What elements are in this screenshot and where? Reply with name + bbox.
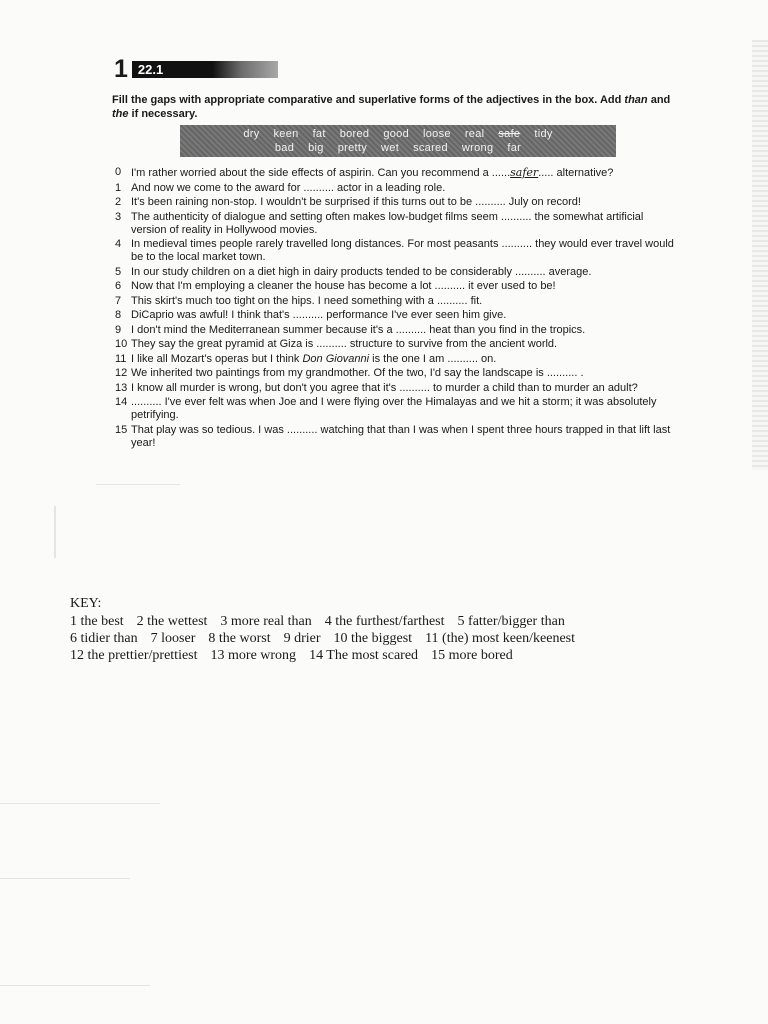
scan-edge-artifact bbox=[752, 40, 768, 470]
answer-key-row bbox=[70, 647, 690, 664]
item-number: 5 bbox=[115, 265, 122, 278]
word-box-row bbox=[243, 127, 552, 141]
word-box-word: scared bbox=[413, 142, 448, 154]
item-number: 12 bbox=[115, 367, 128, 379]
item-text: Now that I'm employing a cleaner the house has become a lot .......... it ever used to be! bbox=[131, 280, 556, 292]
exercise-item bbox=[115, 196, 680, 209]
item-number: 14 bbox=[115, 396, 128, 408]
item-number: 9 bbox=[115, 323, 122, 336]
answer-key-entry: 1 the best bbox=[70, 614, 124, 629]
item-number: 7 bbox=[115, 294, 122, 307]
word-box-word: fat bbox=[312, 128, 326, 140]
exercise-item bbox=[115, 211, 680, 237]
exercise-item bbox=[115, 309, 680, 322]
answer-key-entry: 10 the biggest bbox=[333, 631, 413, 646]
exercise-number: 1 bbox=[114, 55, 128, 83]
word-box-word: dry bbox=[243, 128, 260, 140]
word-box-word: loose bbox=[423, 128, 451, 140]
item-text: In our study children on a diet high in dairy products tended to be considerably .......... average. bbox=[131, 265, 592, 278]
word-box-word: tidy bbox=[534, 128, 553, 140]
scan-speck bbox=[0, 985, 150, 986]
answer-key-entry: 13 more wrong bbox=[210, 648, 297, 663]
scan-speck bbox=[0, 878, 130, 879]
answer-key bbox=[70, 595, 690, 664]
word-box-word: pretty bbox=[337, 142, 368, 154]
item-number: 13 bbox=[115, 381, 128, 394]
item-number: 10 bbox=[115, 338, 128, 350]
word-box-word: bored bbox=[339, 128, 370, 140]
item-number: 1 bbox=[115, 181, 122, 194]
item-text: I know all murder is wrong, but don't you agree that it's .......... to murder a child than to murder an adult? bbox=[131, 381, 638, 394]
exercise-item bbox=[115, 338, 680, 351]
word-box-word: wrong bbox=[461, 142, 494, 154]
item-text: .......... I've ever felt was when Joe and I were flying over the Himalayas and we hit a storm; it was absolutely petrifying. bbox=[131, 396, 657, 421]
item-text: I don't mind the Mediterranean summer because it's a .......... heat than you find in the tropics. bbox=[131, 323, 586, 336]
scan-speck bbox=[0, 803, 160, 804]
answer-key-entry: 12 the prettier/prettiest bbox=[70, 648, 198, 663]
item-text: We inherited two paintings from my grandmother. Of the two, I'd say the landscape is .......... . bbox=[131, 367, 584, 379]
answer-key-entry: 11 (the) most keen/keenest bbox=[425, 631, 576, 646]
scan-speck bbox=[96, 484, 180, 485]
exercise-code-badge: 22.1 bbox=[132, 61, 278, 78]
answer-key-title: KEY: bbox=[70, 596, 102, 611]
answer-key-entry: 3 more real than bbox=[220, 614, 312, 629]
item-text: I like all Mozart's operas but I think Don Giovanni is the one I am .......... on. bbox=[131, 352, 497, 365]
exercise-item bbox=[115, 182, 680, 195]
item-text: And now we come to the award for .......... actor in a leading role. bbox=[131, 181, 446, 194]
item-number: 11 bbox=[115, 352, 127, 365]
word-box-word: far bbox=[507, 142, 522, 154]
exercise-items bbox=[115, 166, 680, 451]
exercise-item bbox=[115, 238, 680, 264]
item-text: DiCaprio was awful! I think that's .......... performance I've ever seen him give. bbox=[131, 309, 507, 321]
scan-speck bbox=[54, 506, 56, 558]
word-box-word: bad bbox=[274, 142, 295, 154]
exercise-header bbox=[114, 57, 278, 82]
answer-key-row bbox=[70, 613, 690, 630]
item-number: 6 bbox=[115, 280, 122, 292]
exercise-item bbox=[115, 424, 680, 450]
item-text: It's been raining non-stop. I wouldn't be surprised if this turns out to be .......... July on record! bbox=[131, 196, 581, 208]
exercise-item bbox=[115, 166, 680, 180]
word-box-word: safe bbox=[498, 128, 521, 140]
answer-key-entry: 7 looser bbox=[150, 631, 196, 646]
exercise-item bbox=[115, 353, 680, 366]
item-text: I'm rather worried about the side effects of aspirin. Can you recommend a ......safer..... alternative? bbox=[131, 166, 614, 179]
word-box-word: big bbox=[308, 142, 324, 154]
item-text: This skirt's much too tight on the hips. I need something with a .......... fit. bbox=[131, 294, 483, 307]
item-number: 2 bbox=[115, 196, 122, 208]
exercise-item bbox=[115, 295, 680, 308]
item-text: The authenticity of dialogue and setting often makes low-budget films seem .......... the somewhat artificial version of reality in Hollywood movies. bbox=[131, 210, 644, 236]
answer-key-entry: 4 the furthest/farthest bbox=[324, 614, 445, 629]
exercise-item bbox=[115, 280, 680, 293]
answer-key-entry: 6 tidier than bbox=[70, 631, 138, 646]
word-box-word: real bbox=[464, 128, 485, 140]
item-text: In medieval times people rarely travelled long distances. For most peasants .......... they would ever travel would be to the local market town. bbox=[131, 238, 674, 263]
answer-key-entry: 15 more bored bbox=[431, 648, 513, 663]
item-number: 4 bbox=[115, 238, 122, 250]
answer-key-entry: 9 drier bbox=[283, 631, 321, 646]
item-text: That play was so tedious. I was .......... watching that than I was when I spent three hours trapped in that lift last year! bbox=[131, 423, 671, 449]
answer-key-entry: 8 the worst bbox=[208, 631, 271, 646]
exercise-item bbox=[115, 367, 680, 380]
item-number: 15 bbox=[115, 423, 128, 436]
exercise-item bbox=[115, 396, 680, 422]
exercise-item bbox=[115, 266, 680, 279]
item-number: 3 bbox=[115, 210, 122, 223]
answer-key-entry: 14 The most scared bbox=[309, 648, 419, 663]
item-text: They say the great pyramid at Giza is .......... structure to survive from the ancient world. bbox=[131, 338, 558, 350]
answer-key-row bbox=[70, 630, 690, 647]
exercise-item bbox=[115, 324, 680, 337]
item-number: 8 bbox=[115, 309, 122, 321]
exercise-item bbox=[115, 382, 680, 395]
answer-key-entry: 2 the wettest bbox=[136, 614, 208, 629]
adjective-word-box bbox=[180, 125, 616, 157]
exercise-instructions: Fill the gaps with appropriate comparative and superlative forms of the adjectives in the box. Add than and the if necessary. bbox=[112, 94, 671, 120]
word-box-word: good bbox=[383, 128, 410, 140]
item-number: 0 bbox=[115, 166, 122, 178]
word-box-word: keen bbox=[273, 128, 299, 140]
word-box-row bbox=[275, 141, 521, 155]
answer-key-entry: 5 fatter/bigger than bbox=[457, 614, 565, 629]
word-box-word: wet bbox=[381, 142, 400, 154]
